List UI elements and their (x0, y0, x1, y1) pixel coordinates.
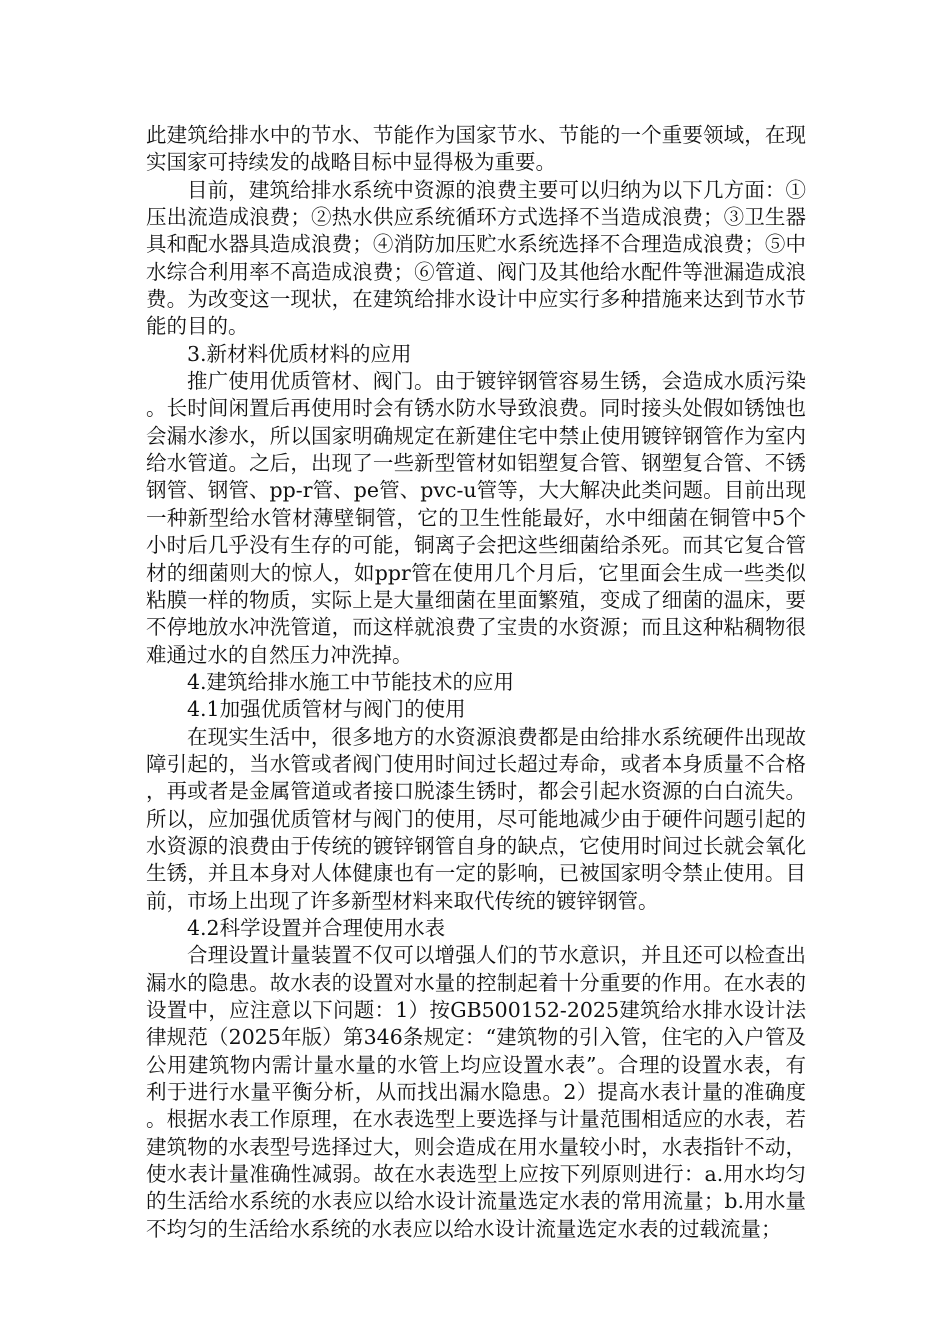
section-heading-4-2: 4.2科学设置并合理使用水表 (187, 915, 446, 940)
paragraph-pipes-and-valves: 在现实生活中，很多地方的水资源浪费都是由给排水系统硬件出现故障引起的，当水管或者阀门使用时间过长超过寿命，或者本身质量不合格，再或者是金属管道或者接口脱漆生锈时，都会引起水资源的白白流失。所以，应加强优质管材与阀门的使用，尽可能地减少由于硬件问题引起的水资源的浪费由于传统的镀锌钢管自身的缺点，它使用时间过长就会氧化生锈，并且本身对人体健康也有一定的影响，已被国家明令禁止使用。目前，市场上出现了许多新型材料来取代传统的镀锌钢管。 (146, 724, 806, 913)
paragraph-intro-continuation: 此建筑给排水中的节水、节能作为国家节水、节能的一个重要领域，在现实国家可持续发的战略目标中显得极为重要。 (146, 123, 806, 175)
paragraph-water-meters: 合理设置计量装置不仅可以增强人们的节水意识，并且还可以检查出漏水的隐患。故水表的设置对水量的控制起着十分重要的作用。在水表的设置中，应注意以下问题：1）按GB500152-2025建筑给水排水设计法律规范（2025年版）第346条规定：“建筑物的引入管，住宅的入户管及公用建筑物内需计量水量的水管上均应设置水表”。合理的设置水表，有利于进行水量平衡分析，从而找出漏水隐患。2）提高水表计量的准确度。根据水表工作原理，在水表选型上要选择与计量范围相适应的水表，若建筑物的水表型号选择过大，则会造成在用水量较小时，水表指针不动，使水表计量准确性减弱。故在水表选型上应按下列原则进行：a.用水均匀的生活给水系统的水表应以给水设计流量选定水表的常用流量；b.用水量不均匀的生活给水系统的水表应以给水设计流量选定水表的过载流量； (146, 943, 806, 1241)
section-heading-3: 3.新材料优质材料的应用 (187, 341, 412, 366)
document-page (146, 122, 806, 1243)
section-heading-4-1: 4.1加强优质管材与阀门的使用 (187, 697, 466, 722)
paragraph-waste-sources: 目前，建筑给排水系统中资源的浪费主要可以归纳为以下几方面：①压出流造成浪费；②热水供应系统循环方式选择不当造成浪费；③卫生器具和配水器具造成浪费；④消防加压贮水系统选择不合理造成浪费；⑤中水综合利用率不高造成浪费；⑥管道、阀门及其他给水配件等泄漏造成浪费。为改变这一现状，在建筑给排水设计中应实行多种措施来达到节水节能的目的。 (146, 177, 806, 339)
section-heading-4: 4.建筑给排水施工中节能技术的应用 (187, 669, 515, 694)
paragraph-quality-pipes: 推广使用优质管材、阀门。由于镀锌钢管容易生锈，会造成水质污染。长时间闲置后再使用时会有锈水防水导致浪费。同时接头处假如锈蚀也会漏水渗水，所以国家明确规定在新建住宅中禁止使用镀锌钢管作为室内给水管道。之后，出现了一些新型管材如铝塑复合管、钢塑复合管、不锈钢管、钢管、pp-r管、pe管、pvc-u管等，大大解决此类问题。目前出现一种新型给水管材薄壁铜管，它的卫生性能最好，水中细菌在铜管中5个小时后几乎没有生存的可能，铜离子会把这些细菌给杀死。而其它复合管材的细菌则大的惊人，如ppr管在使用几个月后，它里面会生成一些类似粘膜一样的物质，实际上是大量细菌在里面繁殖，变成了细菌的温床，要不停地放水冲洗管道，而这样就浪费了宝贵的水资源；而且这种粘稠物很难通过水的自然压力冲洗掉。 (146, 369, 806, 667)
